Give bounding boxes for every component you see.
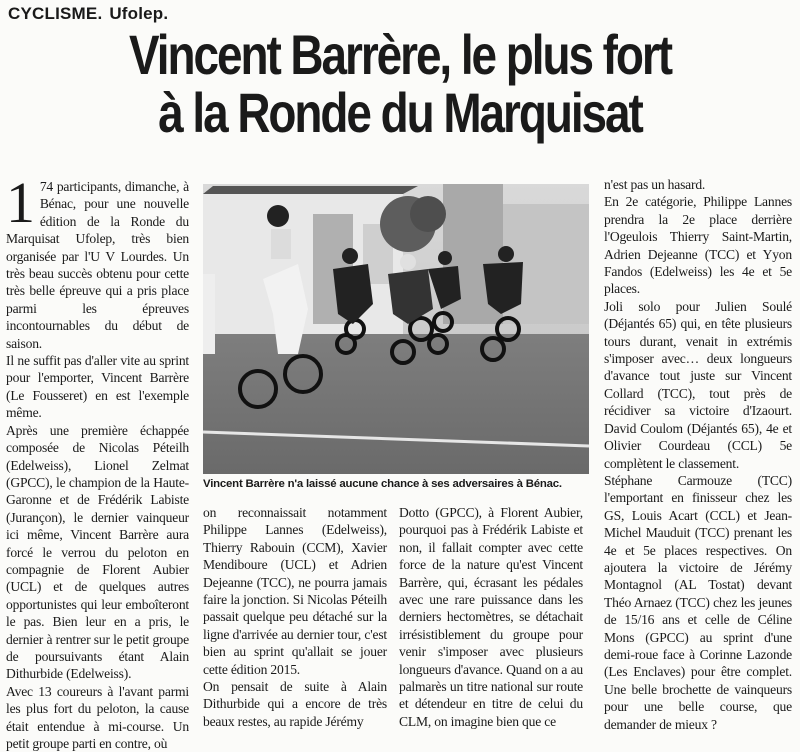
headline-line-1: Vincent Barrère, le plus fort (129, 23, 671, 86)
photo-caption: Vincent Barrère n'a laissé aucune chance à ses adversaires à Bénac. (203, 478, 562, 490)
paragraph: on reconnaissait notamment Philippe Lannes (Edelweiss), Thierry Rabouin (CCM), Xavier Mendiboure (UCL) et Adrien Dejeanne (TCC), ne pourra jamais faire la jonction. Si Nicolas Péteilh passait quelque peu détaché sur la ligne d'arrivée au dernier tour, c'est bien au sprint qu'allait se jouer cette édition 2015. (203, 505, 387, 677)
headline-line-2: à la Ronde du Marquisat (158, 81, 642, 144)
paragraph: Avec 13 coureurs à l'avant parmi les plus fort du peloton, la cause était entendue à mi-course. Un petit groupe parti en contre, où (6, 683, 189, 751)
paragraph: Dotto (GPCC), à Florent Aubier, pourquoi pas à Frédérik Labiste et non, il fallait compter avec cette force de la nature qu'est Vincent Barrère, qui, écrasant les pédales avec une rare puissance dans les derniers hectomètres, se détachait irrésistiblement du groupe pour venir s'imposer avec plusieurs longueurs d'avance. Quand on a au palmarès un titre national sur route et détendeur en titre de celui du CLM, on imagine bien que ce (399, 505, 583, 729)
headline (72, 23, 728, 144)
article-column-2 (203, 504, 387, 730)
paragraph: 74 participants, dimanche, à Bénac, pour une nouvelle édition de la Ronde du Marquisat Ufolep, très bien organisée par l'U V Lourdes. Un très beau succès obtenu pour cette très belle épreuve qui a pris place parmi les épreuves incontournables du début de saison. (6, 179, 189, 351)
race-photo (203, 184, 589, 474)
article-column-4 (604, 176, 792, 733)
paragraph: n'est pas un hasard. (604, 177, 706, 192)
paragraph: Après une première échappée composée de Nicolas Péteilh (Edelweiss), Lionel Zelmat (GPCC), le champion de la Haute-Garonne et de Frédérik Labiste (Jurançon), le dernier vainqueur ici même, Vincent Barrère aura forcé le verrou du peloton en compagnie de Florent Aubier (UCL) et de quelques autres opportunistes qui leur emboîteront le pas. Bien leur en a pris, le dernier à rentrer sur le petit groupe de poursuivants étant Alain Dithurbide (Edelweiss). (6, 422, 189, 682)
paragraph: En 2e catégorie, Philippe Lannes prendra la 2e place derrière l'Ogeulois Thierry Saint-Martin, Adrien Dejeanne (TCC) et Yyon Fandos (Edelweiss) les 4e et 5e places. (604, 194, 792, 297)
paragraph: Stéphane Carmouze (TCC) l'emportant en finisseur chez les GS, Louis Acart (CCL) et Jean-Michel Mauduit (TCC) prenant les 4e et 5e places respectives. On ajoutera la victoire de Jérémy Montagnol (AL Tostat) devant Théo Arnaez (TCC) chez les jeunes de 15/16 ans et celle de Céline Mons (GPCC) au sprint d'une demi-roue face à Corinne Lazonde (Les Enclaves) pour être complet. Une belle brochette de vainqueurs pour une belle course, que demander de mieux ? (604, 472, 792, 732)
paragraph: Il ne suffit pas d'aller vite au sprint pour l'emporter, Vincent Barrère (Le Fousseret) en est l'exemple même. (6, 353, 189, 421)
section-kicker (8, 4, 168, 24)
article-column-3 (399, 504, 583, 730)
dropcap: 1 (6, 170, 35, 235)
paragraph: Joli solo pour Julien Soulé (Déjantés 65) qui, en tête plusieurs tours durant, venait in extrémis s'imposer avec… deux longueurs d'avance tout juste sur Vincent Collard (TCC), tout près de récidiver sa victoire d'Izaourt. David Coulom (Déjantés 65), 4e et Olivier Courdeau (CCL) 5e complètent le classement. (604, 298, 792, 471)
cyclists-photo-illustration (203, 184, 589, 474)
section-label: CYCLISME. (8, 4, 103, 23)
article-column-1 (6, 170, 189, 752)
paragraph: On pensait de suite à Alain Dithurbide qui a encore de très beaux restes, au rapide Jérémy (203, 679, 387, 729)
subsection-label: Ufolep. (109, 4, 169, 23)
